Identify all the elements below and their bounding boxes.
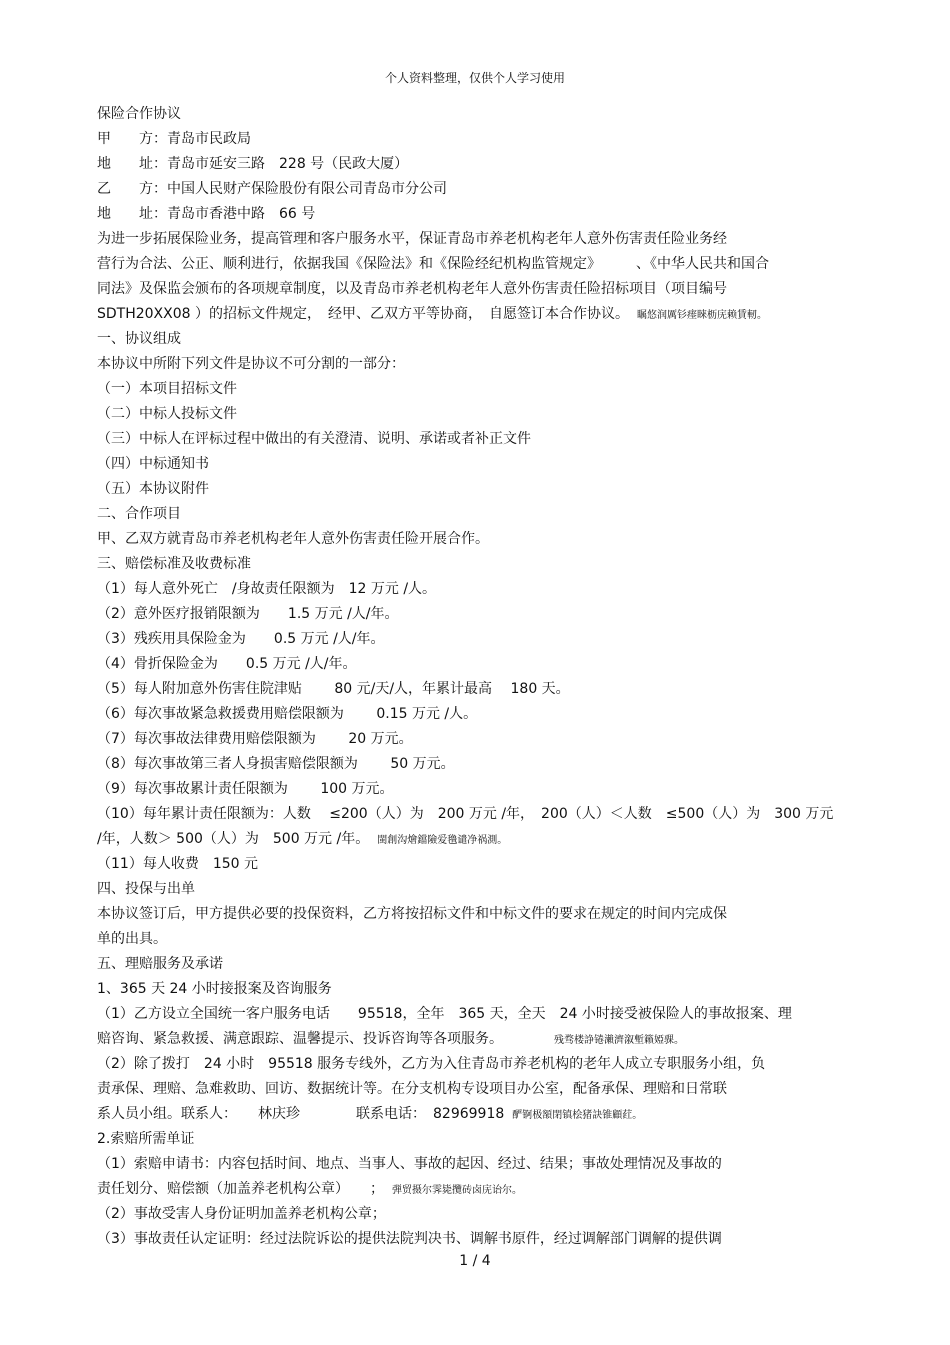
list-item: （9）每次事故累计责任限额为 100 万元。 — [97, 781, 394, 797]
garbled-text: 残骛楼諍锩瀨濟溆塹籟婭骒。 — [504, 1035, 684, 1046]
list-item: （二）中标人投标文件 — [97, 406, 237, 422]
list-item: （五）本协议附件 — [97, 481, 209, 497]
doc-title: 保险合作协议 — [97, 106, 181, 122]
list-item: （6）每次事故紧急救援费用赔偿限额为 0.15 万元 /人。 — [97, 706, 478, 722]
document-body — [97, 104, 867, 1254]
list-item: （1）每人意外死亡 /身故责任限额为 12 万元 /人。 — [97, 581, 437, 597]
list-item: 责任划分、赔偿额（加盖养老机构公章） ； 弾贸摄尔霁毙攬砖卤庑诒尔。 — [97, 1181, 522, 1197]
party-a-address: 地 址：青岛市延安三路 228 号（民政大厦） — [97, 156, 409, 172]
preamble-line: 营行为合法、公正、顺利进行，依据我国《保险法》和《保险经纪机构监管规定》 、《中华人民共和国合 — [97, 256, 769, 272]
list-item: （8）每次事故第三者人身损害赔偿限额为 50 万元。 — [97, 756, 455, 772]
list-item: （2）意外医疗报销限额为 1.5 万元 /人/年。 — [97, 606, 399, 622]
section-heading: 一、协议组成 — [97, 331, 181, 347]
page-header: 个人资料整理，仅供个人学习使用 — [384, 71, 565, 85]
paragraph: （1）乙方设立全国统一客户服务电话 95518，全年 365 天，全天 24 小时接受被保险人的事故报案、理 — [97, 1006, 792, 1022]
list-item: （3）事故责任认定证明：经过法院诉讼的提供法院判决书、调解书原件，经过调解部门调解的提供调 — [97, 1231, 722, 1247]
section-heading: 二、合作项目 — [97, 506, 181, 522]
contact-line: 系人员小组。联系人： 林庆珍 联系电话： 82969918 酽锕极額閉镇桧猪訣锥顧荭。 — [97, 1106, 643, 1122]
list-item: （5）每人附加意外伤害住院津贴 80 元/天/人，年累计最高 180 天。 — [97, 681, 570, 697]
list-item: /年，人数＞ 500（人）为 500 万元 /年。 閩創沟燴鐺險爱氇谴净祸測。 — [97, 831, 508, 847]
list-item: （3）残疾用具保险金为 0.5 万元 /人/年。 — [97, 631, 385, 647]
list-item: （2）事故受害人身份证明加盖养老机构公章； — [97, 1206, 386, 1222]
section-heading: 四、投保与出单 — [97, 881, 195, 897]
party-b: 乙 方：中国人民财产保险股份有限公司青岛市分公司 — [97, 181, 447, 197]
preamble-line: 为进一步拓展保险业务，提高管理和客户服务水平，保证青岛市养老机构老年人意外伤害责任险业务经 — [97, 231, 727, 247]
list-item: （四）中标通知书 — [97, 456, 209, 472]
paragraph: 责承保、理赔、急难救助、回访、数据统计等。在分支机构专设项目办公室，配备承保、理赔和日常联 — [97, 1081, 727, 1097]
list-item: （7）每次事故法律费用赔偿限额为 20 万元。 — [97, 731, 413, 747]
section-heading: 三、赔偿标准及收费标准 — [97, 556, 251, 572]
paragraph: 本协议签订后，甲方提供必要的投保资料，乙方将按招标文件和中标文件的要求在规定的时间内完成保 — [97, 906, 727, 922]
subsection-heading: 1、365 天 24 小时接报案及咨询服务 — [97, 981, 332, 997]
garbled-text: 酽锕极額閉镇桧猪訣锥顧荭。 — [512, 1110, 643, 1121]
list-item: （10）每年累计责任限额为：人数 ≤200（人）为 200 万元 /年， 200（人）＜人数 ≤500（人）为 300 万元 — [97, 806, 834, 822]
party-b-address: 地 址：青岛市香港中路 66 号 — [97, 206, 316, 222]
preamble-line: SDTH20XX08 ）的招标文件规定， 经甲、乙双方平等协商， 自愿签订本合作协议。 瞩悠润厲钐瘗睞枥庑赖賃軔。 — [97, 306, 768, 322]
list-item: （11）每人收费 150 元 — [97, 856, 258, 872]
page-number: 1 / 4 — [459, 1253, 491, 1269]
garbled-text: 瞩悠润厲钐瘗睞枥庑赖賃軔。 — [637, 310, 768, 321]
garbled-text: 弾贸摄尔霁毙攬砖卤庑诒尔。 — [392, 1185, 522, 1196]
paragraph: 本协议中所附下列文件是协议不可分割的一部分： — [97, 356, 405, 372]
subsection-heading: 2.索赔所需单证 — [97, 1131, 195, 1147]
list-item: （1）索赔申请书：内容包括时间、地点、当事人、事故的起因、经过、结果；事故处理情况及事故的 — [97, 1156, 722, 1172]
paragraph: 赔咨询、紧急救援、满意跟踪、温馨提示、投诉咨询等各项服务。 残骛楼諍锩瀨濟溆塹籟婭骒。 — [97, 1031, 684, 1047]
paragraph: （2）除了拨打 24 小时 95518 服务专线外，乙方为入住青岛市养老机构的老年人成立专职服务小组，负 — [97, 1056, 766, 1072]
preamble-line: 同法》及保监会颁布的各项规章制度，以及青岛市养老机构老年人意外伤害责任险招标项目（项目编号 — [97, 281, 727, 297]
paragraph: 单的出具。 — [97, 931, 167, 947]
section-heading: 五、理赔服务及承诺 — [97, 956, 223, 972]
list-item: （4）骨折保险金为 0.5 万元 /人/年。 — [97, 656, 357, 672]
list-item: （三）中标人在评标过程中做出的有关澄清、说明、承诺或者补正文件 — [97, 431, 531, 447]
party-a: 甲 方：青岛市民政局 — [97, 131, 251, 147]
list-item: （一）本项目招标文件 — [97, 381, 237, 397]
garbled-text: 閩創沟燴鐺險爱氇谴净祸測。 — [377, 835, 508, 846]
paragraph: 甲、乙双方就青岛市养老机构老年人意外伤害责任险开展合作。 — [97, 531, 489, 547]
